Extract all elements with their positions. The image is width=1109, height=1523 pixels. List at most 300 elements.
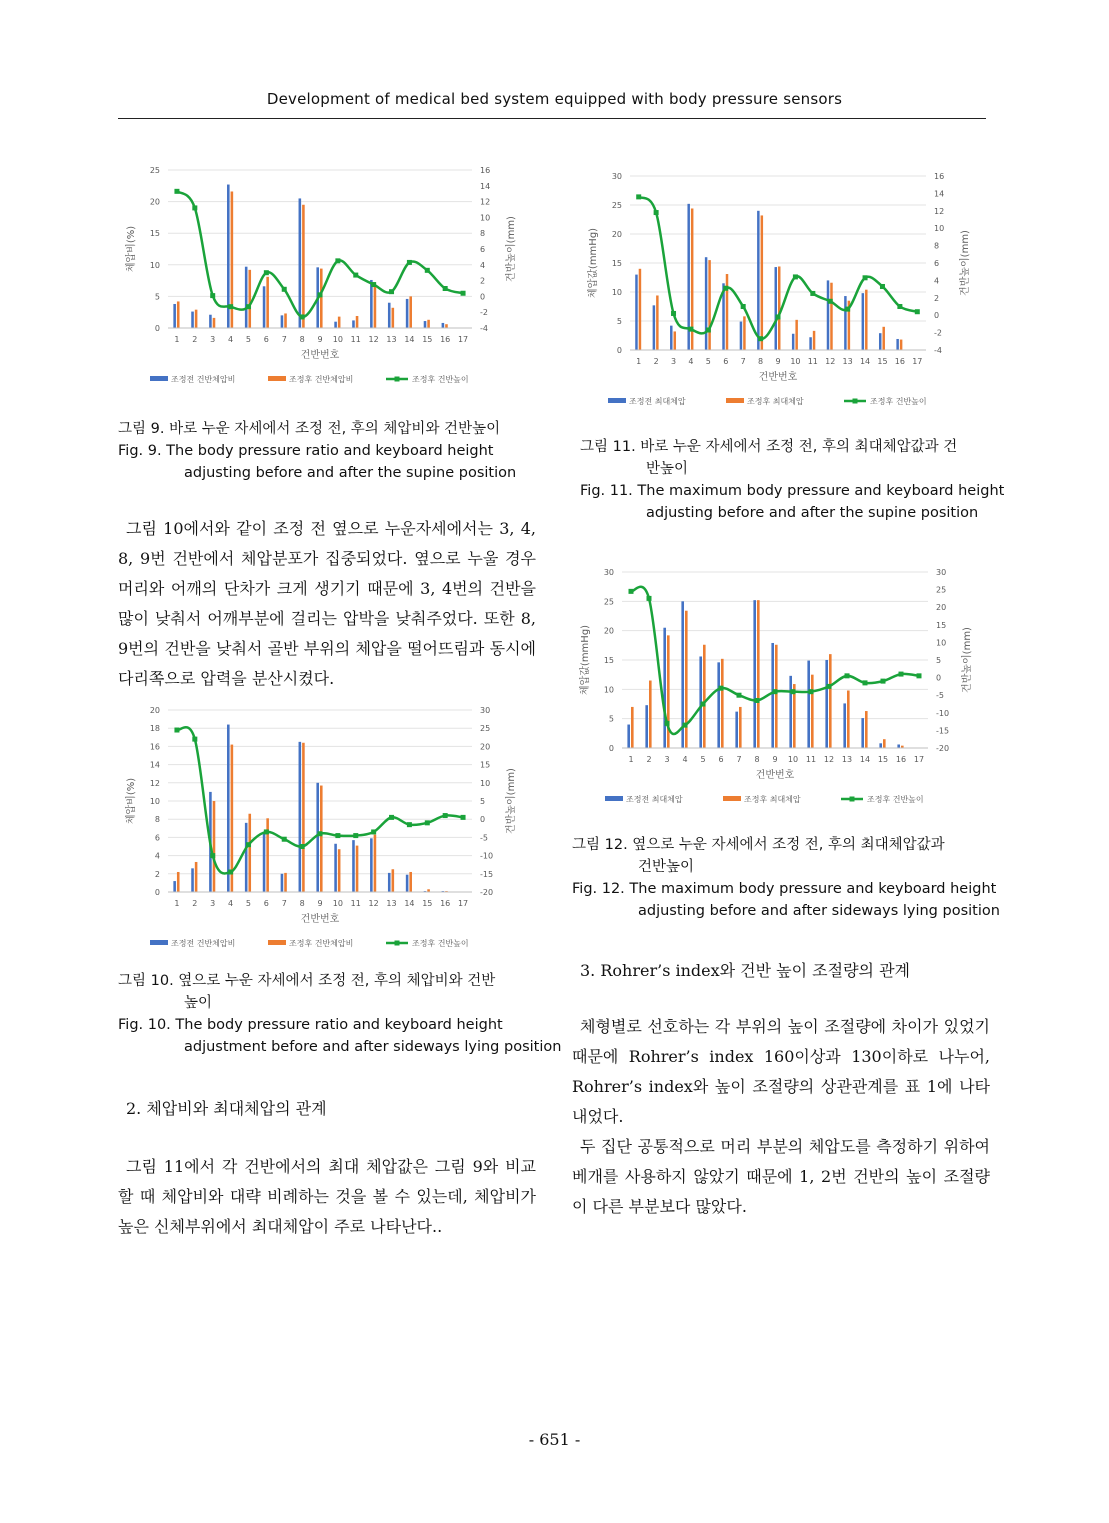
fig10-height-point <box>318 831 323 836</box>
fig10-height-point <box>210 853 215 858</box>
fig9-bar-after <box>248 270 251 328</box>
fig11-x-tick-label: 14 <box>859 357 871 366</box>
fig10-y2-tick-label: 20 <box>480 742 491 752</box>
fig12-y2-tick-label: 20 <box>936 603 947 613</box>
fig10-bar-after <box>392 869 395 892</box>
fig9-bar-after <box>374 286 377 328</box>
fig10-x-tick-label: 3 <box>210 899 216 908</box>
fig11-bar-after <box>830 283 832 350</box>
fig9-x-tick-label: 13 <box>386 335 397 344</box>
fig12-height-point <box>719 686 724 691</box>
fig9-y-axis-title: 체압비(%) <box>126 225 137 273</box>
fig11-bar-after <box>656 295 658 350</box>
fig9-height-point <box>228 304 233 309</box>
fig9-height-point <box>461 291 466 296</box>
fig12-y-axis-title: 체압값(mmHg) <box>580 624 591 696</box>
fig10-x-tick-label: 2 <box>192 899 198 908</box>
fig10-bar-before <box>245 823 248 892</box>
fig11-height-point <box>880 284 885 289</box>
fig11-bar-after <box>813 331 815 350</box>
fig9-svg <box>118 158 526 392</box>
fig10-y2-tick-label: -5 <box>480 833 488 843</box>
fig11-height-point <box>828 299 833 304</box>
fig12-bar-after <box>631 707 634 748</box>
fig12-height-point <box>647 596 652 601</box>
fig11-y-tick-label: 5 <box>616 317 622 326</box>
fig12-x-tick-label: 6 <box>718 755 724 764</box>
figure-12-caption-ko-1: 그림 12. 옆으로 누운 자세에서 조정 전, 후의 최대체압값과 <box>572 837 945 853</box>
fig12-height-point <box>683 723 688 728</box>
fig11-y2-tick-label: 4 <box>934 276 940 286</box>
fig12-y-tick-label: 5 <box>608 714 614 724</box>
fig12-bar-before <box>771 643 774 748</box>
fig11-y-tick-label: 10 <box>611 288 622 297</box>
fig12-height-point <box>755 698 760 703</box>
fig10-bar-after <box>409 872 412 892</box>
fig11-y-tick-label: 30 <box>611 172 622 181</box>
fig11-x-axis-title: 건반번호 <box>758 372 798 383</box>
fig11-height-point <box>706 327 711 332</box>
fig9-legend-label: 조정전 건반체압비 <box>171 375 236 384</box>
fig11-y2-tick-label: 12 <box>934 206 945 216</box>
fig11-legend-bar-swatch <box>726 398 744 403</box>
fig11-bar-after <box>708 260 710 350</box>
fig9-bar-before <box>299 198 302 328</box>
fig10-y2-tick-label: 25 <box>480 724 491 734</box>
fig9-bar-before <box>388 303 391 328</box>
fig11-x-tick-label: 17 <box>912 357 923 366</box>
fig12-height-point <box>629 589 634 594</box>
fig9-x-tick-label: 6 <box>263 335 269 344</box>
figure-12-caption <box>572 834 1000 922</box>
fig9-y-tick-label: 25 <box>149 166 160 175</box>
fig11-y2-tick-label: 8 <box>934 241 940 251</box>
fig12-bar-before <box>645 705 648 748</box>
fig12-bar-before <box>825 660 828 748</box>
fig10-height-point <box>300 844 305 849</box>
fig11-y-tick-label: 15 <box>611 259 622 268</box>
fig11-height-point <box>776 314 781 319</box>
fig9-bar-after <box>195 310 198 328</box>
fig11-height-point <box>758 336 763 341</box>
fig9-x-tick-label: 11 <box>350 335 361 344</box>
fig11-y2-tick-label: 16 <box>934 172 945 181</box>
fig10-x-tick-label: 12 <box>368 899 379 908</box>
fig12-bar-after <box>757 600 760 748</box>
fig10-bar-after <box>195 862 198 892</box>
fig11-bar-before <box>879 333 881 350</box>
fig10-y-tick-label: 12 <box>149 778 160 788</box>
fig10-x-tick-label: 5 <box>245 899 252 908</box>
fig9-height-point <box>407 260 412 265</box>
fig12-bar-after <box>811 675 814 748</box>
fig11-bar-after <box>743 316 745 350</box>
fig12-bar-after <box>883 739 886 748</box>
fig9-bar-after <box>284 313 287 328</box>
fig11-bar-after <box>865 290 867 350</box>
fig12-x-tick-label: 8 <box>754 755 760 764</box>
fig10-x-tick-label: 1 <box>174 899 180 908</box>
fig12-x-tick-label: 14 <box>859 755 871 764</box>
fig9-legend-label: 조정후 건반높이 <box>412 375 469 384</box>
figure-11-caption-ko-1: 그림 11. 바로 누운 자세에서 조정 전, 후의 최대체압값과 건 <box>580 439 958 455</box>
fig11-y2-tick-label: 0 <box>934 311 940 321</box>
fig10-y-tick-label: 0 <box>154 888 160 897</box>
fig12-x-tick-label: 11 <box>805 755 817 764</box>
fig11-bar-before <box>653 305 655 350</box>
fig10-x-tick-label: 13 <box>386 899 397 908</box>
fig10-bar-before <box>173 881 176 892</box>
fig12-height-point <box>827 684 832 689</box>
fig9-bar-before <box>281 315 284 328</box>
fig11-bar-before <box>896 339 898 350</box>
fig9-bar-after <box>356 316 359 328</box>
fig11-height-point <box>793 274 798 279</box>
fig12-bar-after <box>739 707 742 748</box>
fig11-y2-axis-title: 건반높이(mm) <box>960 230 971 296</box>
fig11-bar-after <box>639 269 641 350</box>
fig11-x-tick-label: 8 <box>758 357 764 366</box>
fig10-legend-label: 조정전 건반체압비 <box>171 939 236 948</box>
fig10-bar-after <box>374 835 377 892</box>
fig12-y-tick-label: 0 <box>608 744 614 753</box>
fig11-x-tick-label: 16 <box>894 357 905 366</box>
figure-12-caption-en-1: Fig. 12. The maximum body pressure and keyboard height <box>572 881 997 897</box>
figure-12-caption-ko-2: 건반높이 <box>638 859 695 875</box>
fig10-bar-after <box>248 814 251 892</box>
fig9-x-tick-label: 12 <box>368 335 379 344</box>
fig12-height-point <box>791 689 796 694</box>
fig10-y2-tick-label: 30 <box>480 706 491 715</box>
fig9-x-tick-label: 9 <box>317 335 323 344</box>
fig10-height-point <box>246 842 251 847</box>
fig12-x-tick-label: 7 <box>736 755 742 764</box>
figure-9-chart <box>118 158 526 392</box>
fig12-height-point <box>665 721 670 726</box>
fig12-x-tick-label: 4 <box>682 755 688 764</box>
fig12-bar-before <box>807 661 810 748</box>
fig10-x-tick-label: 15 <box>422 899 433 908</box>
fig9-y2-tick-label: 14 <box>480 181 491 191</box>
fig10-y-tick-label: 20 <box>149 706 160 715</box>
fig10-bar-before <box>299 742 302 892</box>
fig10-height-point <box>335 833 340 838</box>
fig10-bar-after <box>177 872 180 892</box>
fig11-height-point <box>741 304 746 309</box>
fig11-y2-tick-label: 2 <box>934 293 940 303</box>
fig12-legend-bar-swatch <box>723 796 741 801</box>
fig12-bar-before <box>879 743 882 748</box>
fig10-bar-before <box>388 873 391 892</box>
fig11-x-tick-label: 11 <box>807 357 818 366</box>
fig11-bar-before <box>792 334 794 350</box>
fig12-legend-line-marker <box>850 797 855 802</box>
fig11-height-point <box>863 275 868 280</box>
figure-9-caption-ko: 그림 9. 바로 누운 자세에서 조정 전, 후의 체압비와 건반높이 <box>118 421 501 437</box>
fig12-y2-tick-label: 5 <box>936 656 942 665</box>
fig9-y-tick-label: 10 <box>149 260 160 270</box>
fig12-legend-label: 조정전 최대체압 <box>626 795 683 804</box>
fig9-height-point <box>174 189 179 194</box>
fig11-x-tick-label: 2 <box>653 357 659 366</box>
fig10-bar-after <box>356 846 359 892</box>
fig10-bar-before <box>263 832 266 892</box>
fig12-height-point <box>773 689 778 694</box>
fig10-x-tick-label: 9 <box>317 899 323 908</box>
fig12-bar-after <box>865 711 868 748</box>
fig11-bar-before <box>775 267 777 350</box>
fig12-y2-tick-label: -5 <box>936 691 944 701</box>
figure-11-caption-en-2: adjusting before and after the supine position <box>646 505 979 521</box>
fig11-bar-before <box>827 280 829 350</box>
fig10-height-point <box>407 822 412 827</box>
fig9-x-tick-label: 14 <box>404 335 415 344</box>
fig10-x-tick-label: 14 <box>404 899 415 908</box>
header-rule <box>118 118 986 119</box>
fig9-y-tick-label: 15 <box>149 229 160 239</box>
figure-10-caption-ko-1: 그림 10. 옆으로 누운 자세에서 조정 전, 후의 체압비와 건반 <box>118 973 496 989</box>
fig11-legend-label: 조정후 건반높이 <box>870 397 927 406</box>
fig9-x-tick-label: 3 <box>210 335 216 344</box>
fig12-height-point <box>845 673 850 678</box>
fig9-x-tick-label: 10 <box>332 335 343 344</box>
fig12-bar-after <box>721 659 724 748</box>
page-number: - 651 - <box>528 1430 581 1449</box>
fig11-bar-before <box>740 322 742 350</box>
fig12-bar-before <box>897 744 900 748</box>
fig11-x-tick-label: 5 <box>705 357 711 366</box>
fig10-x-tick-label: 11 <box>350 899 361 908</box>
fig12-bar-before <box>753 600 756 748</box>
fig9-x-tick-label: 16 <box>440 335 451 344</box>
fig12-x-tick-label: 5 <box>700 755 706 764</box>
fig11-height-point <box>671 311 676 316</box>
fig10-y-tick-label: 10 <box>149 797 160 806</box>
fig9-y-tick-label: 5 <box>154 292 160 302</box>
figure-9-caption-en-2: adjusting before and after the supine position <box>184 465 517 481</box>
fig9-y2-tick-label: 12 <box>480 197 491 207</box>
fig10-bar-after <box>302 743 305 892</box>
fig11-bar-before <box>809 337 811 350</box>
fig12-legend-label: 조정후 최대체압 <box>744 795 801 804</box>
fig10-x-tick-label: 4 <box>228 899 234 908</box>
fig12-y-tick-label: 25 <box>603 597 614 607</box>
fig12-bar-after <box>829 654 832 748</box>
fig10-height-point <box>443 813 448 818</box>
fig11-legend-line-marker <box>853 399 858 404</box>
fig9-bar-before <box>352 320 355 328</box>
fig11-height-point <box>810 291 815 296</box>
fig12-x-tick-label: 12 <box>823 755 835 764</box>
fig10-x-tick-label: 8 <box>299 899 305 908</box>
fig9-bar-after <box>427 320 430 328</box>
fig10-y-tick-label: 6 <box>154 833 160 843</box>
fig10-bar-before <box>227 725 230 892</box>
fig9-height-point <box>246 304 251 309</box>
fig11-x-tick-label: 13 <box>842 357 853 366</box>
fig12-y2-tick-label: -10 <box>936 708 950 718</box>
figure-11-caption-ko-2: 반높이 <box>646 461 689 477</box>
fig9-x-tick-label: 1 <box>174 335 180 344</box>
fig9-x-tick-label: 7 <box>281 335 287 344</box>
fig9-y2-tick-label: -2 <box>480 308 488 318</box>
fig11-x-tick-label: 7 <box>740 357 746 366</box>
fig11-x-tick-label: 3 <box>670 357 677 366</box>
fig9-y2-tick-label: 0 <box>480 292 486 302</box>
fig10-bar-after <box>338 849 341 892</box>
fig11-height-point <box>723 286 728 291</box>
figure-11-chart <box>580 164 980 414</box>
fig12-x-tick-label: 13 <box>841 755 853 764</box>
fig10-y-tick-label: 2 <box>154 869 160 879</box>
fig9-bar-before <box>191 312 194 328</box>
figure-12-caption-en-2: adjusting before and after sideways lying position <box>638 903 1000 919</box>
fig10-bar-before <box>334 844 337 892</box>
fig12-bar-before <box>735 712 738 748</box>
figure-11-caption-en-1: Fig. 11. The maximum body pressure and keyboard height <box>580 483 1005 499</box>
fig11-height-point <box>636 194 641 199</box>
fig10-y2-tick-label: 10 <box>480 778 491 788</box>
fig12-height-point <box>809 689 814 694</box>
fig9-x-tick-label: 2 <box>192 335 198 344</box>
fig9-height-point <box>300 314 305 319</box>
fig11-y-tick-label: 20 <box>611 230 622 239</box>
fig9-bar-after <box>320 269 323 328</box>
fig10-bar-before <box>281 874 284 892</box>
fig12-bar-before <box>717 662 720 748</box>
fig10-bar-after <box>266 818 269 892</box>
fig10-height-point <box>461 815 466 820</box>
fig9-y2-axis-title: 건반높이(mm) <box>506 216 517 282</box>
fig10-height-point <box>192 737 197 742</box>
figure-10-chart <box>118 698 526 956</box>
fig11-y2-tick-label: -4 <box>934 346 942 355</box>
fig10-bar-after <box>320 786 323 892</box>
fig10-height-point <box>425 820 430 825</box>
fig12-height-point <box>881 679 886 684</box>
fig11-bar-before <box>670 326 672 350</box>
fig11-x-tick-label: 6 <box>723 357 729 366</box>
fig11-x-tick-label: 15 <box>877 357 888 366</box>
figure-10-caption <box>118 970 562 1058</box>
fig10-bar-before <box>406 875 409 892</box>
fig10-legend-label: 조정후 건반높이 <box>412 939 469 948</box>
fig10-bar-before <box>370 838 373 892</box>
fig12-y2-tick-label: 10 <box>936 638 947 648</box>
fig12-y2-tick-label: 0 <box>936 673 942 683</box>
fig11-y2-tick-label: 10 <box>934 224 945 234</box>
figure-10-caption-en-2: adjustment before and after sideways lying position <box>184 1039 562 1055</box>
fig11-y-axis-title: 체압값(mmHg) <box>588 227 599 299</box>
fig9-height-point <box>425 268 430 273</box>
fig12-height-point <box>863 680 868 685</box>
fig10-height-point <box>282 837 287 842</box>
fig9-bar-before <box>370 280 373 328</box>
fig9-y2-tick-label: -4 <box>480 324 488 333</box>
fig11-bar-before <box>635 275 637 350</box>
fig9-height-point <box>389 289 394 294</box>
fig10-legend-line-marker <box>395 941 400 946</box>
fig12-bar-before <box>789 676 792 748</box>
fig9-height-point <box>264 270 269 275</box>
fig10-y-tick-label: 18 <box>149 724 160 734</box>
fig12-height-point <box>701 702 706 707</box>
section-3-heading: 3. Rohrer’s index와 건반 높이 조절량의 관계 <box>580 961 911 980</box>
fig10-y2-tick-label: -15 <box>480 869 494 879</box>
fig11-bar-before <box>844 296 846 350</box>
fig9-height-point <box>353 273 358 278</box>
fig9-y2-tick-label: 6 <box>480 245 486 254</box>
fig9-x-tick-label: 8 <box>299 335 305 344</box>
figure-9-caption <box>118 418 528 484</box>
fig11-height-point <box>897 304 902 309</box>
fig12-y2-tick-label: -20 <box>936 744 950 753</box>
fig9-bar-after <box>409 296 412 328</box>
fig9-bar-before <box>209 315 212 328</box>
fig11-bar-after <box>900 340 902 350</box>
fig12-x-tick-label: 3 <box>664 755 670 764</box>
fig9-bar-before <box>263 286 266 328</box>
fig9-bar-before <box>424 321 427 328</box>
fig10-y-tick-label: 14 <box>149 760 160 770</box>
fig11-bar-after <box>761 215 763 350</box>
fig9-legend-label: 조정후 건반체압비 <box>289 375 354 384</box>
fig9-height-point <box>210 293 215 298</box>
fig10-y2-tick-label: 0 <box>480 815 486 825</box>
fig10-height-point <box>264 829 269 834</box>
fig10-y2-tick-label: -10 <box>480 851 494 861</box>
fig12-x-tick-label: 16 <box>895 755 907 764</box>
fig10-x-tick-label: 10 <box>332 899 343 908</box>
fig9-bar-after <box>445 324 448 328</box>
fig12-bar-after <box>847 691 850 748</box>
fig9-legend-line-marker <box>395 377 400 382</box>
fig9-x-tick-label: 4 <box>228 335 234 344</box>
fig11-bar-after <box>674 331 676 350</box>
fig9-y2-tick-label: 8 <box>480 229 486 239</box>
fig10-height-point <box>174 728 179 733</box>
fig9-height-point <box>282 287 287 292</box>
paragraph-1: 그림 10에서와 같이 조정 전 옆으로 누운자세에서는 3, 4, 8, 9번 건반에서 체압분포가 집중되었다. 옆으로 누울 경우 머리와 어깨의 단차가 크게 생기기 때문에 3, 4번의 건반을 많이 낮춰서 어깨부분에 걸리는 압박을 낮춰주었다. 또한 8, 9번의 건반을 낮춰서 골반 부위의 체압을 떨어뜨림과 동시에 다리쪽으로 압력을 분산시켰다. <box>118 519 536 688</box>
fig10-y2-tick-label: 15 <box>480 760 491 770</box>
fig11-legend-label: 조정후 최대체압 <box>747 397 804 406</box>
fig12-y-tick-label: 10 <box>603 685 614 695</box>
fig12-y2-tick-label: -15 <box>936 726 950 736</box>
fig9-y2-tick-label: 10 <box>480 213 491 223</box>
fig10-x-tick-label: 7 <box>281 899 287 908</box>
fig11-x-tick-label: 1 <box>636 357 642 366</box>
fig11-bar-after <box>778 266 780 350</box>
fig10-y-tick-label: 16 <box>149 742 160 752</box>
fig10-svg <box>118 698 526 956</box>
fig12-x-axis-title: 건반번호 <box>755 770 795 781</box>
fig10-bar-before <box>352 840 355 892</box>
paragraph-4: 두 집단 공통적으로 머리 부분의 체압도를 측정하기 위하여 베개를 사용하지 않았기 때문에 1, 2번 건반의 높이 조절량이 다른 부분보다 많았다. <box>572 1137 990 1216</box>
running-header: Development of medical bed system equipped with body pressure sensors <box>266 90 843 108</box>
fig12-bar-after <box>649 681 652 748</box>
fig12-bar-after <box>775 645 778 748</box>
fig10-height-point <box>389 815 394 820</box>
fig12-y2-tick-label: 30 <box>936 568 947 577</box>
fig10-x-tick-label: 6 <box>263 899 269 908</box>
fig10-bar-before <box>316 783 319 892</box>
fig9-x-axis-title: 건반번호 <box>300 350 340 361</box>
fig12-y2-tick-label: 25 <box>936 585 947 595</box>
fig9-bar-after <box>338 317 341 328</box>
fig10-height-point <box>371 829 376 834</box>
fig9-bar-after <box>302 205 305 328</box>
fig12-x-tick-label: 10 <box>787 755 799 764</box>
